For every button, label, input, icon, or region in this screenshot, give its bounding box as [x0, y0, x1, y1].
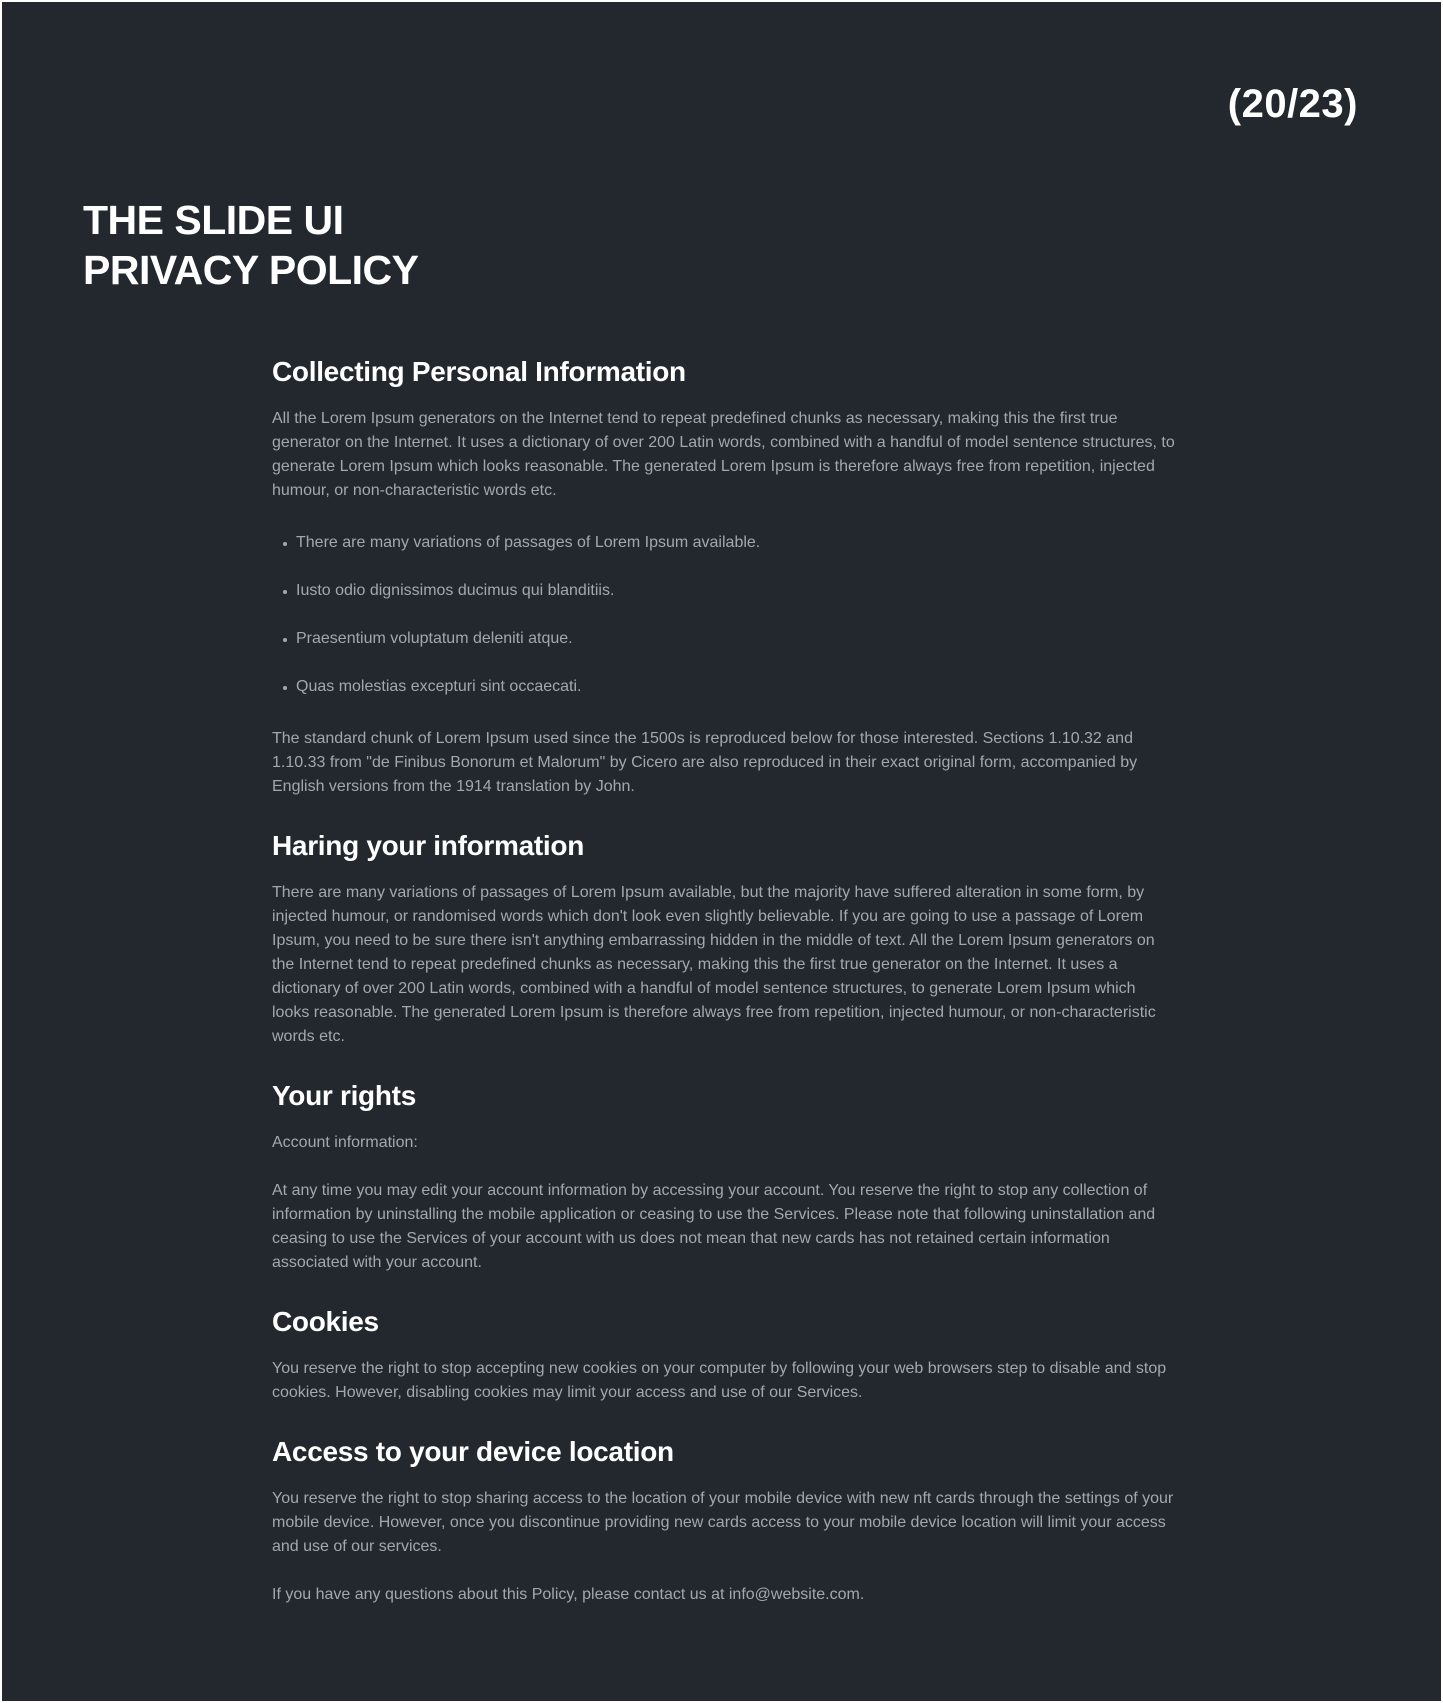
page-title-line-2: PRIVACY POLICY: [83, 247, 419, 293]
section-heading-cookies: Cookies: [272, 1306, 379, 1337]
contact-paragraph: If you have any questions about this Policy, please contact us at info@website.com.: [272, 1586, 865, 1603]
section-heading-collecting: Collecting Personal Information: [272, 356, 686, 387]
section-label: Account information:: [272, 1134, 418, 1151]
list-item: Iusto odio dignissimos ducimus qui blanditiis.: [272, 579, 1177, 603]
bullet-list: [272, 531, 1177, 699]
section-paragraph: At any time you may edit your account information by accessing your account. You reserve the right to stop any collection of information by uninstalling the mobile application or ceasing to use the Services. Please note that following uninstallation and ceasing to use the Services of your account with us does not mean that new cards has not retained certain information associated with your account.: [272, 1182, 1156, 1271]
list-item: Praesentium voluptatum deleniti atque.: [272, 627, 1177, 651]
slide: [2, 2, 1441, 1701]
section-paragraph: There are many variations of passages of Lorem Ipsum available, but the majority have suffered alteration in some form, by injected humour, or randomised words which don't look even slightly believable. If you are going to use a passage of Lorem Ipsum, you need to be sure there isn't anything embarrassing hidden in the middle of text. All the Lorem Ipsum generators on the Internet tend to repeat predefined chunks as necessary, making this the first true generator on the Internet. It uses a dictionary of over 200 Latin words, combined with a handful of model sentence structures, to generate Lorem Ipsum which looks reasonable. The generated Lorem Ipsum is therefore always free from repetition, injected humour, or non-characteristic words etc.: [272, 884, 1156, 1045]
section-heading-location: Access to your device location: [272, 1436, 674, 1467]
policy-content: [272, 355, 1177, 1607]
section-paragraph: You reserve the right to stop accepting new cookies on your computer by following your web browsers step to disable and stop cookies. However, disabling cookies may limit your access and use of our Services.: [272, 1360, 1167, 1401]
section-heading-rights: Your rights: [272, 1080, 416, 1111]
page-title-line-1: THE SLIDE UI: [83, 197, 344, 243]
page-title: [83, 195, 419, 295]
slide-counter: (20/23): [1227, 82, 1358, 126]
list-item: There are many variations of passages of Lorem Ipsum available.: [272, 531, 1177, 555]
section-paragraph: The standard chunk of Lorem Ipsum used since the 1500s is reproduced below for those interested. Sections 1.10.32 and 1.10.33 from "de Finibus Bonorum et Malorum" by Cicero are also reproduced in their exact original form, accompanied by English versions from the 1914 translation by John.: [272, 730, 1138, 795]
list-item: Quas molestias excepturi sint occaecati.: [272, 675, 1177, 699]
section-paragraph: You reserve the right to stop sharing access to the location of your mobile device with new nft cards through the settings of your mobile device. However, once you discontinue providing new cards access to your mobile device location will limit your access and use of our services.: [272, 1490, 1174, 1555]
section-heading-sharing: Haring your information: [272, 830, 584, 861]
section-paragraph: All the Lorem Ipsum generators on the Internet tend to repeat predefined chunks as necessary, making this the first true generator on the Internet. It uses a dictionary of over 200 Latin words, combined with a handful of model sentence structures, to generate Lorem Ipsum which looks reasonable. The generated Lorem Ipsum is therefore always free from repetition, injected humour, or non-characteristic words etc.: [272, 410, 1175, 499]
